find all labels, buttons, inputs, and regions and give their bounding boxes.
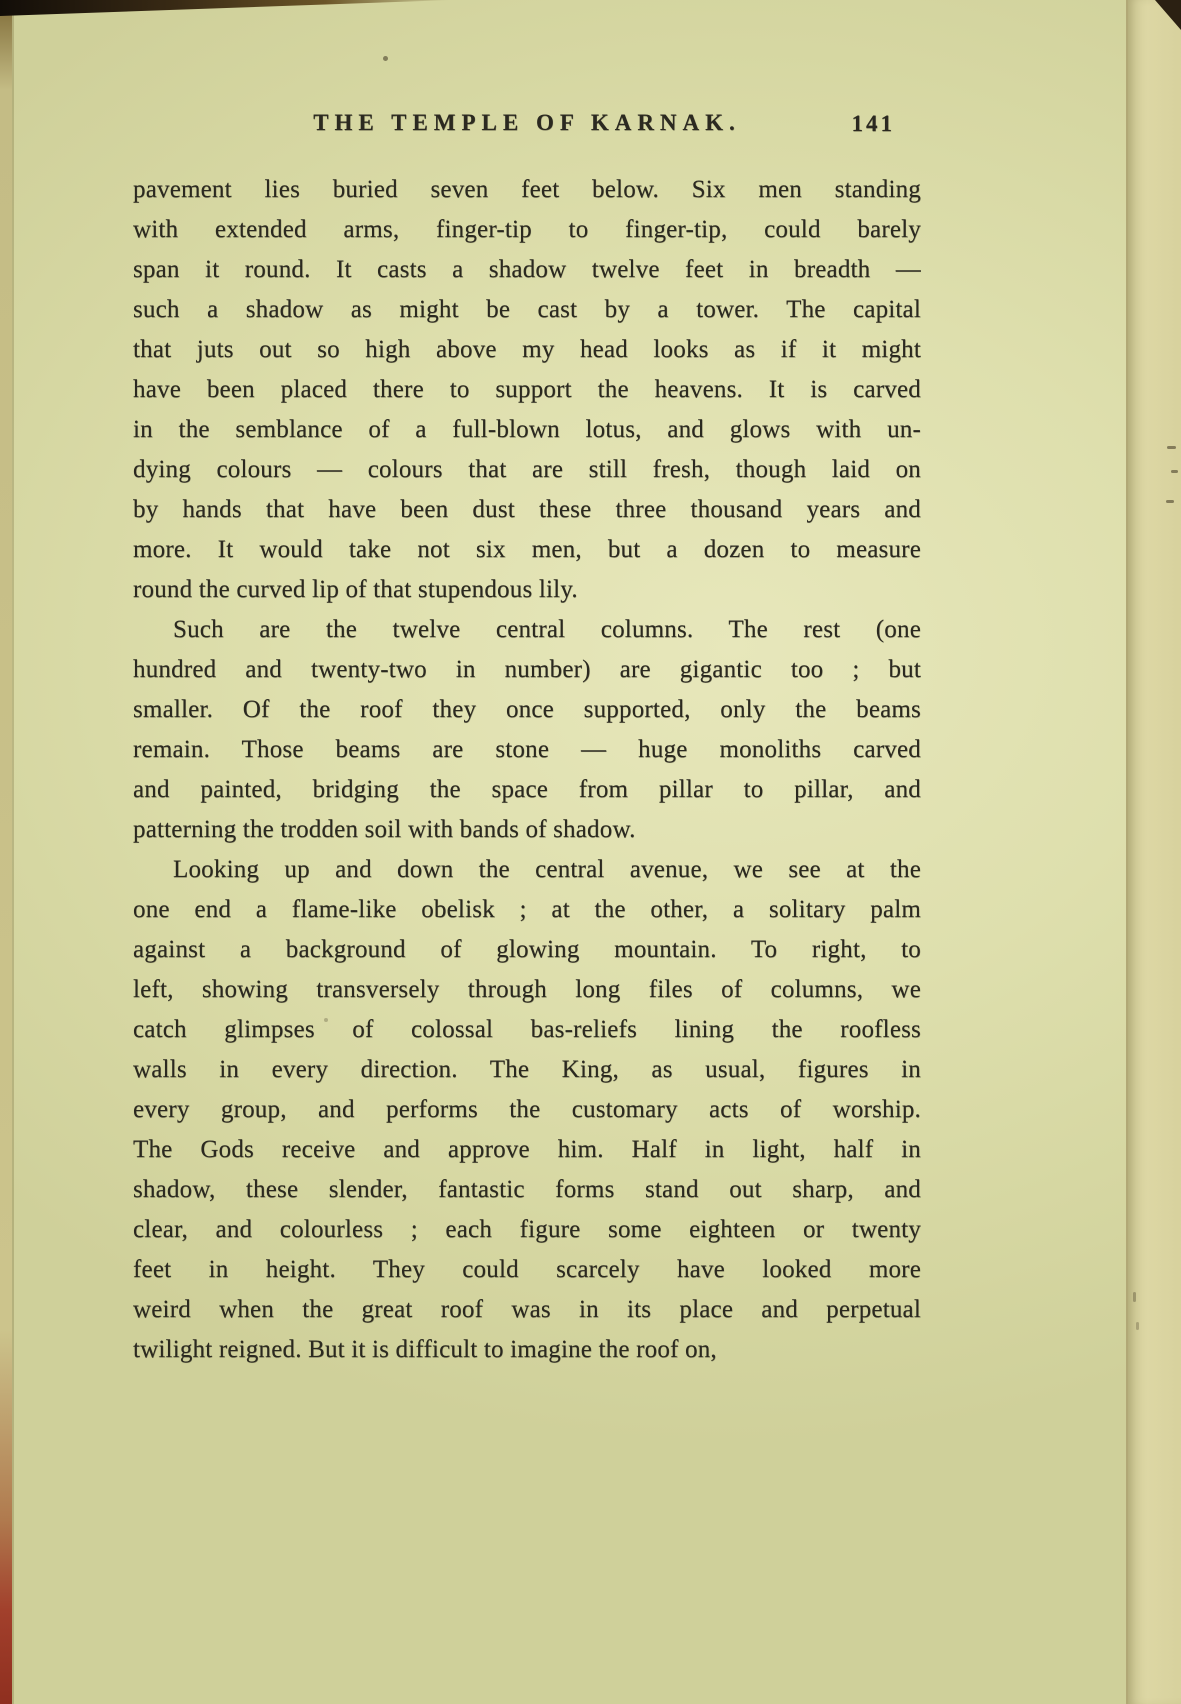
text-line: feet in height. They could scarcely have looked more (133, 1256, 921, 1283)
text-line: Such are the twelve central columns. The rest (one (173, 616, 921, 643)
text-line: The Gods receive and approve him. Half in light, half in (133, 1136, 921, 1163)
gutter-fold-line (12, 0, 14, 1704)
text-line: span it round. It casts a shadow twelve feet in breadth — (133, 256, 921, 283)
text-line: twilight reigned. But it is difficult to imagine the roof on, (133, 1336, 717, 1363)
text-line: such a shadow as might be cast by a tower. The capital (133, 296, 921, 323)
text-line: and painted, bridging the space from pillar to pillar, and (133, 776, 921, 803)
text-line: against a background of glowing mountain. To right, to (133, 936, 921, 963)
text-line: pavement lies buried seven feet below. Six men standing (133, 176, 921, 203)
deckle-mark (1171, 470, 1178, 473)
text-line: in the semblance of a full-blown lotus, and glows with un- (133, 416, 921, 443)
page-body (133, 170, 921, 1370)
deckle-mark (1167, 446, 1176, 449)
scan-background-wedge (0, 0, 452, 16)
paragraph (133, 170, 921, 610)
text-line: by hands that have been dust these three thousand years and (133, 496, 921, 523)
text-line: that juts out so high above my head looks as if it might (133, 336, 921, 363)
book-spine-edge (0, 0, 12, 1704)
text-line: left, showing transversely through long files of columns, we (133, 976, 921, 1003)
paragraph (133, 850, 921, 1370)
paragraph (133, 610, 921, 850)
page-edge-strip (1126, 0, 1181, 1704)
text-line: one end a flame-like obelisk ; at the other, a solitary palm (133, 896, 921, 923)
text-line: smaller. Of the roof they once supported, only the beams (133, 696, 921, 723)
text-line: shadow, these slender, fantastic forms stand out sharp, and (133, 1176, 921, 1203)
text-line: Looking up and down the central avenue, we see at the (173, 856, 921, 883)
page-number: 141 (851, 111, 895, 136)
text-line: dying colours — colours that are still fresh, though laid on (133, 456, 921, 483)
text-line: more. It would take not six men, but a dozen to measure (133, 536, 921, 563)
text-line: weird when the great roof was in its place and perpetual (133, 1296, 921, 1323)
text-line: hundred and twenty-two in number) are gigantic too ; but (133, 656, 921, 683)
text-line: walls in every direction. The King, as usual, figures in (133, 1056, 921, 1083)
text-line: with extended arms, finger-tip to finger-tip, could barely (133, 216, 921, 243)
deckle-mark (1133, 1292, 1136, 1302)
text-line: have been placed there to support the heavens. It is carved (133, 376, 921, 403)
deckle-mark (1166, 500, 1174, 503)
text-line: remain. Those beams are stone — huge monoliths carved (133, 736, 921, 763)
running-title: THE TEMPLE OF KARNAK. (313, 110, 741, 135)
ink-speck (383, 56, 388, 61)
text-line: every group, and performs the customary acts of worship. (133, 1096, 921, 1123)
text-line: patterning the trodden soil with bands of shadow. (133, 816, 636, 843)
text-line: round the curved lip of that stupendous lily. (133, 576, 578, 603)
page-header (133, 110, 921, 144)
text-line: clear, and colourless ; each figure some eighteen or twenty (133, 1216, 921, 1243)
deckle-mark (1136, 1322, 1139, 1330)
text-line: catch glimpses of colossal bas-reliefs lining the roofless (133, 1016, 921, 1043)
